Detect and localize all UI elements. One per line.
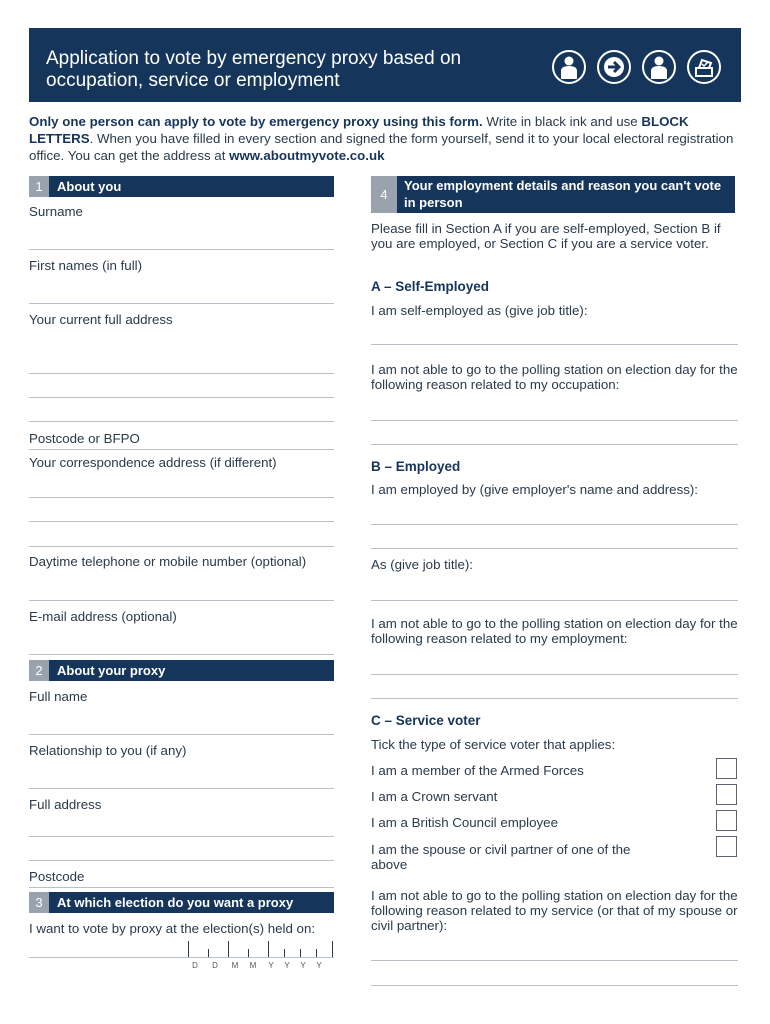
correspondence-address-field[interactable] <box>29 546 334 547</box>
service-voter-instruction: Tick the type of service voter that applies: <box>371 737 616 752</box>
section-2-header <box>29 660 334 681</box>
self-employed-reason-field[interactable] <box>371 420 738 421</box>
election-date-label: I want to vote by proxy at the election(s) held on: <box>29 921 316 936</box>
current-address-field[interactable] <box>29 397 334 398</box>
self-employed-job-field[interactable] <box>371 344 738 345</box>
date-letter: Y <box>268 961 274 970</box>
proxy-address-field[interactable] <box>29 860 334 861</box>
service-reason-field[interactable] <box>371 960 738 961</box>
date-divider <box>332 941 333 957</box>
service-voter-heading: C – Service voter <box>371 713 481 728</box>
intro-bold-1: Only one person can apply to vote by emergency proxy using this form. <box>29 114 483 129</box>
section-1-header <box>29 176 334 197</box>
intro-bold-2: BLOCK LETTERS <box>29 114 689 146</box>
self-employed-reason-field[interactable] <box>371 444 738 445</box>
intro-text-2: . When you have filled in every section and signed the form yourself, send it to your local electoral registration office. You can get the address at <box>29 131 734 163</box>
service-reason-field[interactable] <box>371 985 738 986</box>
spouse-checkbox[interactable] <box>716 836 737 857</box>
date-letter: M <box>231 961 239 970</box>
spouse-label: I am the spouse or civil partner of one of the above <box>371 842 631 872</box>
employer-label: I am employed by (give employer's name and address): <box>371 482 698 497</box>
person-icon <box>642 50 676 84</box>
date-letter: D <box>212 961 218 970</box>
phone-field[interactable] <box>29 600 334 601</box>
employed-reason-field[interactable] <box>371 698 738 699</box>
date-letter: Y <box>300 961 306 970</box>
employer-field[interactable] <box>371 524 738 525</box>
employer-field[interactable] <box>371 548 738 549</box>
proxy-postcode-field[interactable] <box>29 887 334 888</box>
first-names-field[interactable] <box>29 303 334 304</box>
ballot-box-icon <box>687 50 721 84</box>
proxy-postcode-label: Postcode <box>29 869 85 884</box>
surname-label: Surname <box>29 204 83 219</box>
date-divider <box>316 949 317 957</box>
employed-job-field[interactable] <box>371 600 738 601</box>
form-title: Application to vote by emergency proxy based on occupation, service or employment <box>46 48 462 91</box>
date-divider <box>208 949 209 957</box>
date-divider <box>248 949 249 957</box>
intro-website: www.aboutmyvote.co.uk <box>229 148 385 163</box>
armed-forces-label: I am a member of the Armed Forces <box>371 763 584 778</box>
employed-reason-field[interactable] <box>371 674 738 675</box>
postcode-label: Postcode or BFPO <box>29 431 140 446</box>
armed-forces-checkbox[interactable] <box>716 758 737 779</box>
proxy-address-label: Full address <box>29 797 102 812</box>
date-divider <box>228 941 229 957</box>
service-reason-label: I am not able to go to the polling station on election day for the following reason related to my service (or that of my spouse or civil partner): <box>371 888 738 933</box>
surname-field[interactable] <box>29 249 334 250</box>
employed-reason-label: I am not able to go to the polling station on election day for the following reason related to my employment: <box>371 616 738 646</box>
section-number: 1 <box>29 176 49 197</box>
section-title: At which election do you want a proxy <box>57 895 294 910</box>
email-label: E-mail address (optional) <box>29 609 177 624</box>
date-divider <box>188 941 189 957</box>
arrow-right-icon <box>597 50 631 84</box>
date-baseline <box>29 957 334 958</box>
correspondence-address-label: Your correspondence address (if different) <box>29 455 277 470</box>
employed-heading: B – Employed <box>371 459 461 474</box>
british-council-checkbox[interactable] <box>716 810 737 831</box>
crown-servant-label: I am a Crown servant <box>371 789 498 804</box>
date-divider <box>284 949 285 957</box>
section-number: 3 <box>29 892 49 913</box>
self-employed-reason-label: I am not able to go to the polling station on election day for the following reason related to my occupation: <box>371 362 738 392</box>
british-council-label: I am a British Council employee <box>371 815 558 830</box>
section-number: 2 <box>29 660 49 681</box>
section-title: About you <box>57 179 122 194</box>
date-letter: Y <box>284 961 290 970</box>
date-divider <box>300 949 301 957</box>
crown-servant-checkbox[interactable] <box>716 784 737 805</box>
intro-text-1: Write in black ink and use <box>482 114 642 129</box>
correspondence-address-field[interactable] <box>29 497 334 498</box>
relationship-field[interactable] <box>29 788 334 789</box>
self-employed-job-label: I am self-employed as (give job title): <box>371 303 588 318</box>
self-employed-heading: A – Self-Employed <box>371 279 490 294</box>
email-field[interactable] <box>29 654 334 655</box>
proxy-full-name-field[interactable] <box>29 734 334 735</box>
date-letter: Y <box>316 961 322 970</box>
person-icon <box>552 50 586 84</box>
section-4-instructions: Please fill in Section A if you are self-employed, Section B if you are employed, or Section C if you are a service voter. <box>371 221 721 251</box>
date-letter: D <box>192 961 198 970</box>
phone-label: Daytime telephone or mobile number (optional) <box>29 554 307 569</box>
first-names-label: First names (in full) <box>29 258 143 273</box>
postcode-field[interactable] <box>29 449 334 450</box>
section-title: Your employment details and reason you can't vote in person <box>404 178 722 210</box>
employed-job-label: As (give job title): <box>371 557 473 572</box>
proxy-address-field[interactable] <box>29 836 334 837</box>
form-header <box>29 28 741 102</box>
date-divider <box>268 941 269 957</box>
section-title: About your proxy <box>57 663 166 678</box>
election-date-field[interactable] <box>29 939 334 959</box>
section-number: 4 <box>371 176 397 213</box>
section-3-header <box>29 892 334 913</box>
current-address-field[interactable] <box>29 421 334 422</box>
section-4-header <box>371 176 735 213</box>
proxy-full-name-label: Full name <box>29 689 88 704</box>
current-address-label: Your current full address <box>29 312 173 327</box>
current-address-field[interactable] <box>29 373 334 374</box>
correspondence-address-field[interactable] <box>29 521 334 522</box>
relationship-label: Relationship to you (if any) <box>29 743 187 758</box>
date-letter: M <box>249 961 257 970</box>
intro-text <box>29 113 741 164</box>
